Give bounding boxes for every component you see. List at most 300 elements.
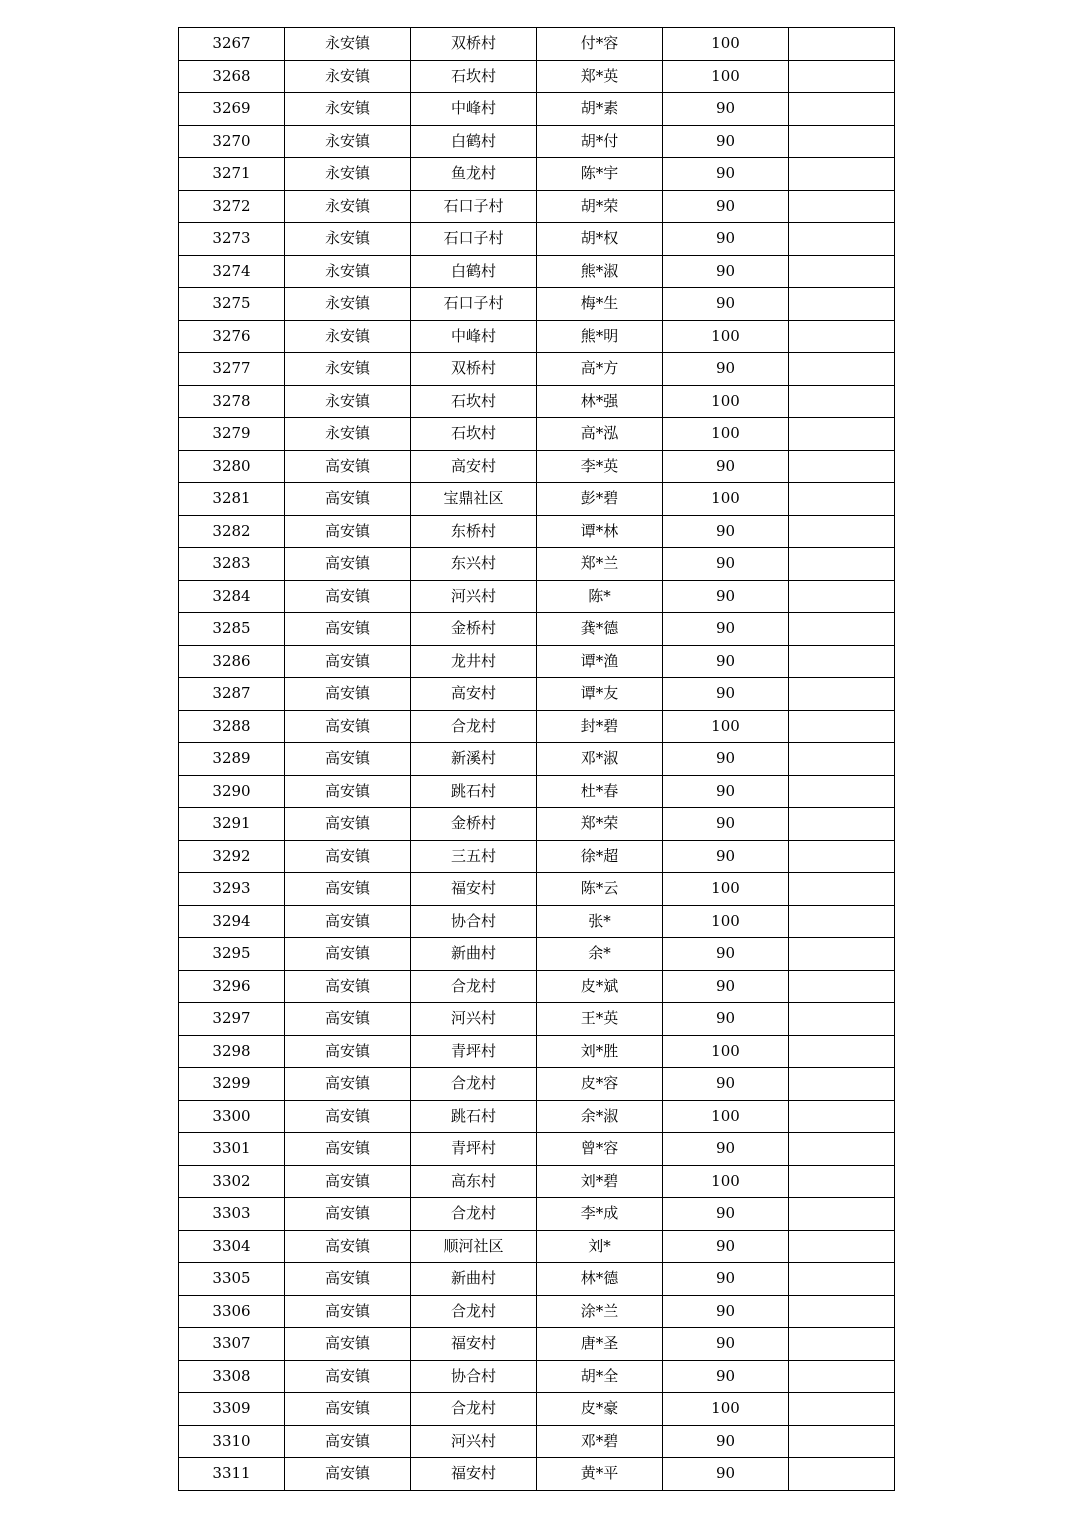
cell-person-name: 皮*斌: [537, 970, 663, 1003]
cell-note: [789, 1003, 895, 1036]
cell-seq-number: 3271: [179, 158, 285, 191]
cell-village: 金桥村: [411, 808, 537, 841]
cell-town: 高安镇: [285, 1425, 411, 1458]
table-row: [179, 1133, 895, 1166]
table-row: [179, 548, 895, 581]
cell-person-name: 付*容: [537, 28, 663, 61]
cell-village: 合龙村: [411, 1393, 537, 1426]
cell-seq-number: 3294: [179, 905, 285, 938]
cell-person-name: 龚*德: [537, 613, 663, 646]
cell-village: 石坎村: [411, 418, 537, 451]
cell-amount: 90: [663, 515, 789, 548]
cell-amount: 90: [663, 840, 789, 873]
table-row: [179, 1230, 895, 1263]
cell-person-name: 胡*权: [537, 223, 663, 256]
cell-amount: 100: [663, 873, 789, 906]
cell-note: [789, 1328, 895, 1361]
cell-village: 福安村: [411, 1328, 537, 1361]
cell-note: [789, 580, 895, 613]
cell-village: 高安村: [411, 678, 537, 711]
cell-amount: 90: [663, 93, 789, 126]
cell-note: [789, 158, 895, 191]
cell-village: 东兴村: [411, 548, 537, 581]
cell-amount: 100: [663, 320, 789, 353]
cell-town: 高安镇: [285, 905, 411, 938]
cell-note: [789, 1458, 895, 1491]
cell-person-name: 梅*生: [537, 288, 663, 321]
cell-note: [789, 1133, 895, 1166]
cell-note: [789, 255, 895, 288]
cell-amount: 90: [663, 645, 789, 678]
cell-person-name: 熊*明: [537, 320, 663, 353]
cell-town: 高安镇: [285, 1295, 411, 1328]
cell-person-name: 余*淑: [537, 1100, 663, 1133]
table-row: [179, 613, 895, 646]
cell-seq-number: 3272: [179, 190, 285, 223]
cell-village: 石口子村: [411, 190, 537, 223]
cell-person-name: 邓*淑: [537, 743, 663, 776]
table-row: [179, 645, 895, 678]
cell-seq-number: 3288: [179, 710, 285, 743]
cell-person-name: 林*强: [537, 385, 663, 418]
table-row: [179, 1458, 895, 1491]
cell-note: [789, 320, 895, 353]
cell-amount: 90: [663, 743, 789, 776]
table-row: [179, 28, 895, 61]
table-row: [179, 1393, 895, 1426]
cell-town: 高安镇: [285, 1328, 411, 1361]
cell-seq-number: 3287: [179, 678, 285, 711]
cell-amount: 100: [663, 905, 789, 938]
cell-seq-number: 3280: [179, 450, 285, 483]
cell-village: 协合村: [411, 1360, 537, 1393]
table-row: [179, 385, 895, 418]
cell-person-name: 皮*容: [537, 1068, 663, 1101]
cell-amount: 90: [663, 125, 789, 158]
cell-person-name: 刘*: [537, 1230, 663, 1263]
cell-village: 石口子村: [411, 223, 537, 256]
table-row: [179, 190, 895, 223]
cell-note: [789, 1068, 895, 1101]
roster-table-body: [179, 28, 895, 1491]
cell-note: [789, 613, 895, 646]
cell-amount: 100: [663, 1165, 789, 1198]
cell-town: 高安镇: [285, 1003, 411, 1036]
table-row: [179, 288, 895, 321]
cell-village: 河兴村: [411, 1425, 537, 1458]
cell-town: 高安镇: [285, 1165, 411, 1198]
cell-person-name: 彭*碧: [537, 483, 663, 516]
cell-town: 高安镇: [285, 1263, 411, 1296]
cell-seq-number: 3290: [179, 775, 285, 808]
cell-seq-number: 3277: [179, 353, 285, 386]
cell-town: 高安镇: [285, 808, 411, 841]
cell-note: [789, 93, 895, 126]
cell-seq-number: 3270: [179, 125, 285, 158]
cell-seq-number: 3285: [179, 613, 285, 646]
table-row: [179, 580, 895, 613]
cell-note: [789, 1100, 895, 1133]
cell-town: 高安镇: [285, 1360, 411, 1393]
cell-town: 高安镇: [285, 1100, 411, 1133]
table-row: [179, 970, 895, 1003]
cell-village: 新曲村: [411, 1263, 537, 1296]
cell-amount: 90: [663, 678, 789, 711]
cell-note: [789, 1230, 895, 1263]
cell-amount: 90: [663, 190, 789, 223]
cell-village: 跳石村: [411, 1100, 537, 1133]
cell-seq-number: 3284: [179, 580, 285, 613]
cell-seq-number: 3296: [179, 970, 285, 1003]
cell-person-name: 余*: [537, 938, 663, 971]
cell-village: 龙井村: [411, 645, 537, 678]
cell-town: 高安镇: [285, 873, 411, 906]
cell-amount: 90: [663, 1133, 789, 1166]
cell-person-name: 胡*荣: [537, 190, 663, 223]
cell-person-name: 胡*付: [537, 125, 663, 158]
table-row: [179, 1263, 895, 1296]
cell-town: 高安镇: [285, 613, 411, 646]
table-row: [179, 873, 895, 906]
cell-amount: 90: [663, 1425, 789, 1458]
cell-seq-number: 3305: [179, 1263, 285, 1296]
cell-amount: 90: [663, 1263, 789, 1296]
table-row: [179, 1295, 895, 1328]
cell-person-name: 谭*友: [537, 678, 663, 711]
cell-note: [789, 548, 895, 581]
cell-village: 金桥村: [411, 613, 537, 646]
cell-village: 石坎村: [411, 385, 537, 418]
cell-note: [789, 808, 895, 841]
cell-village: 白鹤村: [411, 125, 537, 158]
cell-seq-number: 3303: [179, 1198, 285, 1231]
cell-village: 双桥村: [411, 353, 537, 386]
cell-note: [789, 288, 895, 321]
cell-seq-number: 3268: [179, 60, 285, 93]
cell-town: 高安镇: [285, 678, 411, 711]
cell-note: [789, 1263, 895, 1296]
cell-village: 福安村: [411, 873, 537, 906]
cell-village: 跳石村: [411, 775, 537, 808]
cell-person-name: 王*英: [537, 1003, 663, 1036]
table-row: [179, 450, 895, 483]
cell-seq-number: 3282: [179, 515, 285, 548]
table-row: [179, 808, 895, 841]
cell-note: [789, 223, 895, 256]
cell-town: 高安镇: [285, 775, 411, 808]
cell-person-name: 张*: [537, 905, 663, 938]
cell-note: [789, 60, 895, 93]
table-row: [179, 353, 895, 386]
roster-table: [178, 27, 895, 1491]
cell-town: 永安镇: [285, 255, 411, 288]
table-row: [179, 60, 895, 93]
cell-town: 高安镇: [285, 1393, 411, 1426]
cell-town: 永安镇: [285, 288, 411, 321]
cell-person-name: 封*碧: [537, 710, 663, 743]
cell-person-name: 李*英: [537, 450, 663, 483]
table-row: [179, 125, 895, 158]
cell-person-name: 陈*宇: [537, 158, 663, 191]
cell-seq-number: 3307: [179, 1328, 285, 1361]
cell-note: [789, 905, 895, 938]
cell-note: [789, 1360, 895, 1393]
cell-seq-number: 3301: [179, 1133, 285, 1166]
cell-seq-number: 3293: [179, 873, 285, 906]
cell-seq-number: 3286: [179, 645, 285, 678]
cell-town: 高安镇: [285, 483, 411, 516]
cell-person-name: 李*成: [537, 1198, 663, 1231]
cell-town: 永安镇: [285, 28, 411, 61]
cell-amount: 90: [663, 548, 789, 581]
cell-seq-number: 3297: [179, 1003, 285, 1036]
cell-seq-number: 3269: [179, 93, 285, 126]
cell-seq-number: 3308: [179, 1360, 285, 1393]
cell-note: [789, 678, 895, 711]
cell-note: [789, 1295, 895, 1328]
cell-note: [789, 450, 895, 483]
cell-person-name: 皮*豪: [537, 1393, 663, 1426]
cell-village: 双桥村: [411, 28, 537, 61]
cell-person-name: 郑*英: [537, 60, 663, 93]
cell-amount: 90: [663, 580, 789, 613]
cell-village: 中峰村: [411, 320, 537, 353]
cell-note: [789, 353, 895, 386]
cell-village: 东桥村: [411, 515, 537, 548]
cell-note: [789, 1035, 895, 1068]
table-row: [179, 905, 895, 938]
cell-seq-number: 3273: [179, 223, 285, 256]
cell-note: [789, 938, 895, 971]
cell-village: 高安村: [411, 450, 537, 483]
cell-village: 青坪村: [411, 1035, 537, 1068]
table-row: [179, 775, 895, 808]
cell-person-name: 谭*林: [537, 515, 663, 548]
cell-village: 协合村: [411, 905, 537, 938]
cell-seq-number: 3283: [179, 548, 285, 581]
table-row: [179, 1198, 895, 1231]
cell-amount: 90: [663, 223, 789, 256]
table-row: [179, 320, 895, 353]
cell-village: 石口子村: [411, 288, 537, 321]
cell-town: 永安镇: [285, 320, 411, 353]
cell-person-name: 熊*淑: [537, 255, 663, 288]
cell-village: 合龙村: [411, 710, 537, 743]
cell-seq-number: 3291: [179, 808, 285, 841]
cell-amount: 90: [663, 1003, 789, 1036]
table-row: [179, 938, 895, 971]
cell-person-name: 徐*超: [537, 840, 663, 873]
cell-village: 顺河社区: [411, 1230, 537, 1263]
cell-town: 永安镇: [285, 125, 411, 158]
cell-note: [789, 743, 895, 776]
cell-seq-number: 3300: [179, 1100, 285, 1133]
cell-amount: 90: [663, 1458, 789, 1491]
cell-village: 合龙村: [411, 1198, 537, 1231]
cell-town: 永安镇: [285, 418, 411, 451]
table-row: [179, 1360, 895, 1393]
cell-amount: 90: [663, 808, 789, 841]
cell-person-name: 高*泓: [537, 418, 663, 451]
cell-amount: 90: [663, 613, 789, 646]
cell-seq-number: 3304: [179, 1230, 285, 1263]
table-row: [179, 1003, 895, 1036]
cell-note: [789, 840, 895, 873]
cell-note: [789, 28, 895, 61]
cell-amount: 90: [663, 1328, 789, 1361]
cell-amount: 100: [663, 1035, 789, 1068]
cell-town: 永安镇: [285, 190, 411, 223]
table-row: [179, 1035, 895, 1068]
cell-amount: 100: [663, 1393, 789, 1426]
cell-seq-number: 3295: [179, 938, 285, 971]
cell-village: 合龙村: [411, 970, 537, 1003]
cell-town: 永安镇: [285, 158, 411, 191]
cell-person-name: 胡*素: [537, 93, 663, 126]
cell-town: 高安镇: [285, 840, 411, 873]
table-row: [179, 93, 895, 126]
cell-town: 高安镇: [285, 645, 411, 678]
cell-seq-number: 3292: [179, 840, 285, 873]
cell-person-name: 谭*渔: [537, 645, 663, 678]
table-row: [179, 515, 895, 548]
cell-village: 鱼龙村: [411, 158, 537, 191]
cell-seq-number: 3298: [179, 1035, 285, 1068]
cell-seq-number: 3279: [179, 418, 285, 451]
cell-village: 河兴村: [411, 1003, 537, 1036]
cell-amount: 90: [663, 1295, 789, 1328]
cell-person-name: 杜*春: [537, 775, 663, 808]
cell-town: 高安镇: [285, 1198, 411, 1231]
cell-amount: 100: [663, 418, 789, 451]
cell-village: 宝鼎社区: [411, 483, 537, 516]
cell-note: [789, 483, 895, 516]
cell-seq-number: 3306: [179, 1295, 285, 1328]
cell-amount: 90: [663, 1230, 789, 1263]
table-row: [179, 223, 895, 256]
cell-seq-number: 3276: [179, 320, 285, 353]
cell-amount: 100: [663, 1100, 789, 1133]
cell-note: [789, 645, 895, 678]
table-row: [179, 158, 895, 191]
cell-town: 高安镇: [285, 1133, 411, 1166]
cell-note: [789, 775, 895, 808]
cell-village: 中峰村: [411, 93, 537, 126]
table-row: [179, 1328, 895, 1361]
cell-amount: 90: [663, 1198, 789, 1231]
table-row: [179, 1165, 895, 1198]
cell-person-name: 邓*碧: [537, 1425, 663, 1458]
cell-village: 新曲村: [411, 938, 537, 971]
table-row: [179, 483, 895, 516]
cell-person-name: 胡*全: [537, 1360, 663, 1393]
cell-person-name: 刘*碧: [537, 1165, 663, 1198]
cell-amount: 90: [663, 1068, 789, 1101]
cell-seq-number: 3281: [179, 483, 285, 516]
cell-town: 永安镇: [285, 353, 411, 386]
cell-amount: 100: [663, 60, 789, 93]
table-row: [179, 1068, 895, 1101]
cell-amount: 90: [663, 775, 789, 808]
cell-amount: 100: [663, 385, 789, 418]
cell-seq-number: 3309: [179, 1393, 285, 1426]
cell-seq-number: 3299: [179, 1068, 285, 1101]
cell-village: 河兴村: [411, 580, 537, 613]
cell-person-name: 林*德: [537, 1263, 663, 1296]
cell-person-name: 高*方: [537, 353, 663, 386]
cell-seq-number: 3289: [179, 743, 285, 776]
cell-note: [789, 873, 895, 906]
cell-amount: 90: [663, 353, 789, 386]
table-row: [179, 1425, 895, 1458]
cell-town: 高安镇: [285, 970, 411, 1003]
cell-town: 高安镇: [285, 710, 411, 743]
cell-note: [789, 1393, 895, 1426]
cell-seq-number: 3274: [179, 255, 285, 288]
cell-note: [789, 385, 895, 418]
cell-note: [789, 710, 895, 743]
cell-town: 高安镇: [285, 1035, 411, 1068]
cell-seq-number: 3275: [179, 288, 285, 321]
cell-person-name: 涂*兰: [537, 1295, 663, 1328]
cell-amount: 90: [663, 938, 789, 971]
cell-note: [789, 190, 895, 223]
cell-town: 永安镇: [285, 93, 411, 126]
cell-seq-number: 3278: [179, 385, 285, 418]
cell-amount: 90: [663, 158, 789, 191]
cell-town: 高安镇: [285, 1068, 411, 1101]
cell-town: 高安镇: [285, 1230, 411, 1263]
cell-village: 新溪村: [411, 743, 537, 776]
cell-town: 高安镇: [285, 515, 411, 548]
cell-note: [789, 418, 895, 451]
cell-seq-number: 3267: [179, 28, 285, 61]
cell-person-name: 郑*荣: [537, 808, 663, 841]
cell-town: 高安镇: [285, 743, 411, 776]
cell-note: [789, 125, 895, 158]
cell-town: 永安镇: [285, 60, 411, 93]
cell-village: 合龙村: [411, 1068, 537, 1101]
cell-person-name: 陈*: [537, 580, 663, 613]
table-row: [179, 1100, 895, 1133]
cell-town: 永安镇: [285, 385, 411, 418]
cell-note: [789, 1165, 895, 1198]
cell-note: [789, 1198, 895, 1231]
cell-village: 合龙村: [411, 1295, 537, 1328]
cell-note: [789, 1425, 895, 1458]
table-row: [179, 418, 895, 451]
cell-note: [789, 970, 895, 1003]
cell-amount: 100: [663, 483, 789, 516]
cell-person-name: 唐*圣: [537, 1328, 663, 1361]
cell-town: 高安镇: [285, 938, 411, 971]
cell-person-name: 曾*容: [537, 1133, 663, 1166]
cell-person-name: 黄*平: [537, 1458, 663, 1491]
cell-person-name: 郑*兰: [537, 548, 663, 581]
cell-amount: 100: [663, 28, 789, 61]
cell-town: 高安镇: [285, 450, 411, 483]
cell-village: 青坪村: [411, 1133, 537, 1166]
cell-seq-number: 3302: [179, 1165, 285, 1198]
cell-village: 白鹤村: [411, 255, 537, 288]
cell-amount: 90: [663, 970, 789, 1003]
cell-village: 三五村: [411, 840, 537, 873]
cell-village: 高东村: [411, 1165, 537, 1198]
table-row: [179, 743, 895, 776]
table-row: [179, 840, 895, 873]
cell-seq-number: 3311: [179, 1458, 285, 1491]
table-row: [179, 255, 895, 288]
